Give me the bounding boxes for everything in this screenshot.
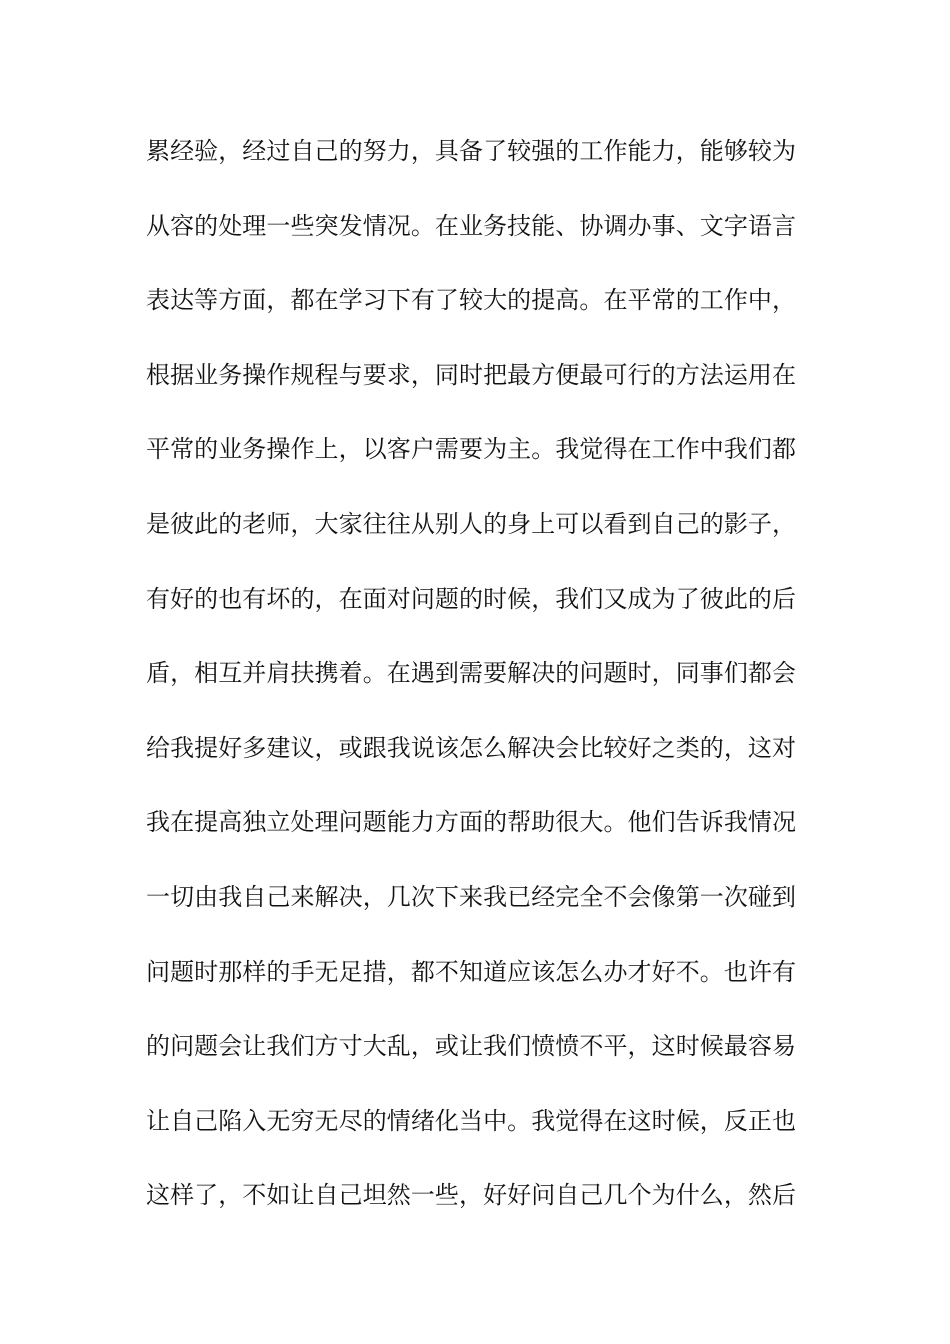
text-line: 是彼此的老师，大家往往从别人的身上可以看到自己的影子， (146, 509, 796, 538)
text-line: 的问题会让我们方寸大乱，或让我们愤愤不平，这时候最容易 (146, 1032, 796, 1061)
body-text (146, 128, 796, 1247)
text-line: 累经验，经过自己的努力，具备了较强的工作能力，能够较为 (146, 137, 796, 165)
text-line: 让自己陷入无穷无尽的情绪化当中。我觉得在这时候，反正也 (146, 1106, 796, 1135)
text-line: 给我提好多建议，或跟我说该怎么解决会比较好之类的，这对 (146, 733, 796, 762)
text-line: 根据业务操作规程与要求，同时把最方便最可行的方法运用在 (146, 360, 796, 389)
text-line: 这样了，不如让自己坦然一些，好好问自己几个为什么，然后 (146, 1181, 796, 1210)
text-line: 问题时那样的手无足措，都不知道应该怎么办才好不。也许有 (146, 957, 796, 986)
text-line: 我在提高独立处理问题能力方面的帮助很大。他们告诉我情况 (146, 808, 796, 837)
text-line: 盾，相互并肩扶携着。在遇到需要解决的问题时，同事们都会 (146, 659, 796, 688)
text-line: 有好的也有坏的，在面对问题的时候，我们又成为了彼此的后 (146, 584, 796, 613)
text-line: 从容的处理一些突发情况。在业务技能、协调办事、文字语言 (146, 211, 796, 240)
text-line: 平常的业务操作上，以客户需要为主。我觉得在工作中我们都 (146, 435, 796, 464)
text-line: 一切由我自己来解决，几次下来我已经完全不会像第一次碰到 (146, 882, 796, 911)
text-line: 表达等方面，都在学习下有了较大的提高。在平常的工作中， (146, 286, 796, 315)
